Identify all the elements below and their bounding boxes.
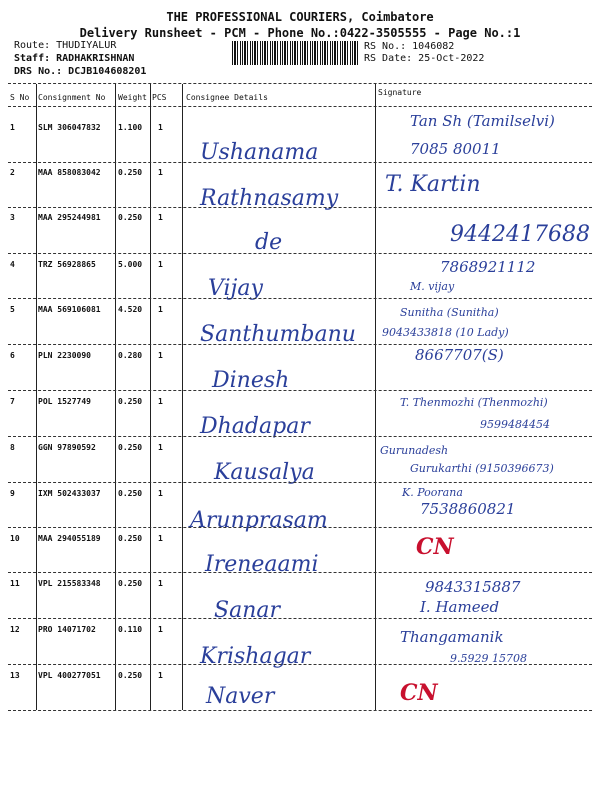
row-pcs: 1 bbox=[158, 351, 163, 360]
row-divider bbox=[8, 710, 592, 711]
row-consignee: Arunprasam bbox=[190, 508, 328, 533]
drs-number: DRS No.: DCJB104608201 bbox=[14, 66, 147, 77]
row-signature-phone: 9599484454 bbox=[480, 418, 550, 431]
row-signature-name: T. Thenmozhi (Thenmozhi) bbox=[400, 396, 548, 409]
col-consignee: Consignee Details bbox=[186, 93, 268, 102]
row-divider bbox=[8, 436, 592, 437]
row-sno: 12 bbox=[10, 625, 20, 634]
route-label: Route: THUDIYALUR bbox=[14, 40, 117, 51]
row-sno: 2 bbox=[10, 168, 15, 177]
col-divider bbox=[375, 84, 376, 710]
row-signature-name: CN bbox=[400, 680, 438, 706]
row-signature-phone: I. Hameed bbox=[420, 598, 500, 616]
row-signature-name: 9442417688 bbox=[450, 222, 590, 247]
row-weight: 0.250 bbox=[118, 443, 143, 452]
row-sno: 9 bbox=[10, 489, 15, 498]
row-consignee: Vijay bbox=[208, 276, 263, 301]
row-weight: 5.000 bbox=[118, 260, 143, 269]
row-signature-name: T. Kartin bbox=[385, 172, 481, 197]
row-weight: 0.250 bbox=[118, 579, 143, 588]
row-signature-name: 9843315887 bbox=[425, 578, 521, 596]
row-sno: 6 bbox=[10, 351, 15, 360]
row-pcs: 1 bbox=[158, 260, 163, 269]
row-consignment: POL 1527749 bbox=[38, 397, 91, 406]
row-consignee: Krishagar bbox=[200, 644, 311, 669]
row-signature-name: Thangamanik bbox=[400, 628, 504, 646]
row-weight: 0.250 bbox=[118, 168, 143, 177]
row-signature-phone: 7085 80011 bbox=[410, 140, 501, 158]
row-consignment: SLM 306047832 bbox=[38, 123, 101, 132]
row-sno: 3 bbox=[10, 213, 15, 222]
col-divider bbox=[182, 84, 183, 710]
row-consignee: Rathnasamy bbox=[200, 186, 339, 211]
row-consignee: Ushanama bbox=[200, 140, 319, 165]
row-consignment: IXM 502433037 bbox=[38, 489, 101, 498]
row-sno: 11 bbox=[10, 579, 20, 588]
row-divider bbox=[8, 390, 592, 391]
row-divider bbox=[8, 207, 592, 208]
row-pcs: 1 bbox=[158, 213, 163, 222]
row-weight: 0.280 bbox=[118, 351, 143, 360]
row-signature-name: CN bbox=[416, 534, 454, 560]
row-signature-name: K. Poorana bbox=[402, 486, 463, 499]
barcode bbox=[232, 41, 358, 65]
row-divider bbox=[8, 482, 592, 483]
col-sno: S No bbox=[10, 93, 30, 102]
rs-number: RS No.: 1046082 bbox=[364, 41, 455, 52]
row-sno: 10 bbox=[10, 534, 20, 543]
row-consignment: PRO 14071702 bbox=[38, 625, 96, 634]
col-weight: Weight bbox=[118, 93, 147, 102]
row-consignment: MAA 569106081 bbox=[38, 305, 101, 314]
row-pcs: 1 bbox=[158, 625, 163, 634]
row-sno: 1 bbox=[10, 123, 15, 132]
runsheet-title: Delivery Runsheet - PCM - Phone No.:0422-3505555 - Page No.:1 bbox=[79, 26, 521, 40]
rs-date: RS Date: 25-Oct-2022 bbox=[364, 53, 485, 64]
row-weight: 0.250 bbox=[118, 534, 143, 543]
row-sno: 13 bbox=[10, 671, 20, 680]
col-pcs: PCS bbox=[152, 93, 167, 102]
company-title: THE PROFESSIONAL COURIERS, Coimbatore bbox=[166, 10, 434, 24]
row-pcs: 1 bbox=[158, 168, 163, 177]
col-signature: Signature bbox=[378, 88, 422, 97]
staff-label: Staff: RADHAKRISHNAN bbox=[14, 53, 135, 64]
col-divider bbox=[150, 84, 151, 710]
row-consignment: TRZ 56928865 bbox=[38, 260, 96, 269]
row-consignee: Santhumbanu bbox=[200, 322, 356, 347]
row-divider bbox=[8, 162, 592, 163]
row-consignee: Ireneaami bbox=[205, 552, 319, 577]
row-signature-name: Gurunadesh bbox=[380, 444, 449, 457]
row-consignee: de bbox=[255, 230, 283, 255]
row-divider bbox=[8, 344, 592, 345]
row-weight: 1.100 bbox=[118, 123, 143, 132]
row-divider bbox=[8, 664, 592, 665]
row-signature-phone: 9.5929 15708 bbox=[450, 652, 527, 665]
row-consignment: VPL 400277051 bbox=[38, 671, 101, 680]
row-consignee: Dhadapar bbox=[200, 414, 310, 439]
row-weight: 0.250 bbox=[118, 671, 143, 680]
row-divider bbox=[8, 618, 592, 619]
row-weight: 0.250 bbox=[118, 397, 143, 406]
header-rule-bottom bbox=[8, 106, 592, 107]
row-consignment: VPL 215583348 bbox=[38, 579, 101, 588]
row-pcs: 1 bbox=[158, 489, 163, 498]
row-consignee: Kausalya bbox=[214, 460, 315, 485]
row-divider bbox=[8, 572, 592, 573]
row-pcs: 1 bbox=[158, 305, 163, 314]
row-consignment: MAA 294055189 bbox=[38, 534, 101, 543]
row-divider bbox=[8, 527, 592, 528]
row-consignment: MAA 858083042 bbox=[38, 168, 101, 177]
row-weight: 0.250 bbox=[118, 213, 143, 222]
row-divider bbox=[8, 253, 592, 254]
row-signature-name: 8667707(S) bbox=[415, 346, 504, 364]
row-consignment: PLN 2230090 bbox=[38, 351, 91, 360]
row-sno: 7 bbox=[10, 397, 15, 406]
row-signature-phone: 9043433818 (10 Lady) bbox=[382, 326, 509, 339]
row-consignment: GGN 97890592 bbox=[38, 443, 96, 452]
row-pcs: 1 bbox=[158, 534, 163, 543]
row-signature-phone: Gurukarthi (9150396673) bbox=[410, 462, 554, 475]
row-signature-name: 7868921112 bbox=[440, 258, 536, 276]
row-signature-name: Tan Sh (Tamilselvi) bbox=[410, 112, 555, 130]
row-pcs: 1 bbox=[158, 443, 163, 452]
row-divider bbox=[8, 298, 592, 299]
row-pcs: 1 bbox=[158, 123, 163, 132]
row-consignment: MAA 295244981 bbox=[38, 213, 101, 222]
row-sno: 5 bbox=[10, 305, 15, 314]
row-consignee: Dinesh bbox=[212, 368, 290, 393]
col-divider bbox=[36, 84, 37, 710]
row-signature-phone: M. vijay bbox=[410, 280, 455, 293]
row-weight: 4.520 bbox=[118, 305, 143, 314]
row-pcs: 1 bbox=[158, 397, 163, 406]
row-weight: 0.110 bbox=[118, 625, 143, 634]
row-pcs: 1 bbox=[158, 671, 163, 680]
row-sno: 4 bbox=[10, 260, 15, 269]
col-consignment: Consignment No bbox=[38, 93, 106, 102]
row-weight: 0.250 bbox=[118, 489, 143, 498]
row-sno: 8 bbox=[10, 443, 15, 452]
col-divider bbox=[115, 84, 116, 710]
row-consignee: Sanar bbox=[214, 598, 280, 623]
row-pcs: 1 bbox=[158, 579, 163, 588]
row-signature-phone: 7538860821 bbox=[420, 500, 516, 518]
header-rule-top bbox=[8, 83, 592, 84]
row-consignee: Naver bbox=[206, 684, 275, 709]
row-signature-name: Sunitha (Sunitha) bbox=[400, 306, 499, 319]
